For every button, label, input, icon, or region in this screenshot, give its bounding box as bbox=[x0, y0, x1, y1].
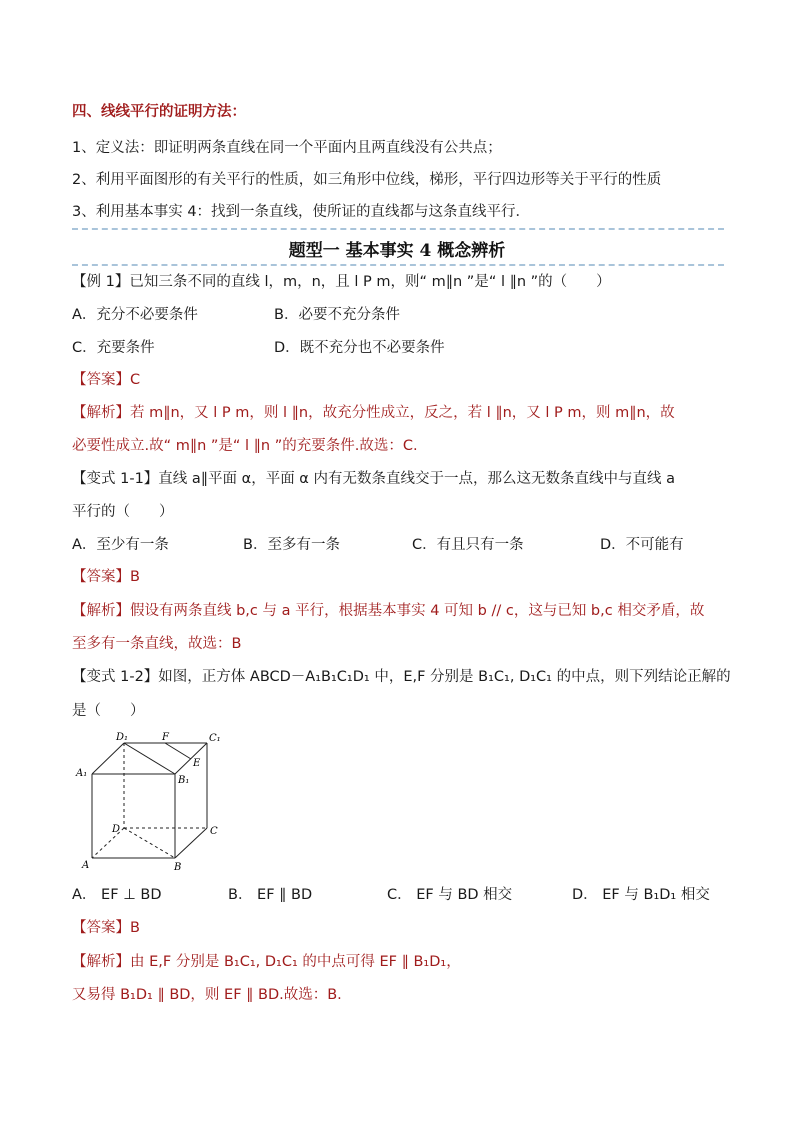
v12-analysis-line2: 又易得 B₁D₁ ∥ BD，则 EF ∥ BD.故选：B. bbox=[72, 987, 342, 1003]
v12-option-b: B． EF ∥ BD bbox=[228, 887, 313, 903]
v11-option-a: A．至少有一条 bbox=[72, 537, 169, 553]
v11-option-d: D．不可能有 bbox=[600, 537, 684, 553]
v12-option-c: C． EF 与 BD 相交 bbox=[387, 887, 513, 903]
label-a1: A₁ bbox=[76, 768, 88, 779]
ex1-option-b: B．必要不充分条件 bbox=[274, 307, 400, 323]
v11-question-line1: 【变式 1-1】直线 a∥平面 α，平面 α 内有无数条直线交于一点，那么这无数条直线中与直线 a bbox=[72, 471, 675, 487]
segment-d1b1 bbox=[124, 743, 175, 774]
ex1-question: 【例 1】已知三条不同的直线 l，m，n，且 l P m，则“ m∥n ”是“ l ∥n ”的（ ） bbox=[72, 274, 611, 290]
method-item-1: 1、定义法：即证明两条直线在同一个平面内且两直线没有公共点； bbox=[72, 140, 502, 156]
label-c: C bbox=[210, 826, 218, 837]
v11-option-c: C．有且只有一条 bbox=[412, 537, 524, 553]
label-b1: B₁ bbox=[178, 775, 190, 786]
ex1-answer: 【答案】C bbox=[72, 372, 141, 388]
v12-option-a: A． EF ⊥ BD bbox=[72, 887, 162, 903]
label-d1: D₁ bbox=[116, 732, 129, 743]
v11-option-b: B．至多有一条 bbox=[243, 537, 340, 553]
ex1-analysis-line2: 必要性成立.故“ m∥n ”是“ l ∥n ”的充要条件.故选：C. bbox=[72, 438, 418, 454]
ex1-option-d: D．既不充分也不必要条件 bbox=[274, 340, 445, 356]
edge-a1d1 bbox=[92, 743, 124, 774]
v12-answer: 【答案】B bbox=[72, 920, 140, 936]
topic-title: 题型一 基本事实 4 概念辨析 bbox=[288, 241, 506, 261]
ex1-analysis-line1: 【解析】若 m∥n，又 l P m，则 l ∥n，故充分性成立，反之，若 l ∥n，又 l P m，则 m∥n，故 bbox=[72, 405, 675, 421]
label-d: D bbox=[112, 824, 121, 835]
ex1-option-c: C．充要条件 bbox=[72, 340, 155, 356]
label-a: A bbox=[82, 860, 90, 871]
ex1-option-a: A．充分不必要条件 bbox=[72, 307, 198, 323]
label-c1: C₁ bbox=[209, 733, 221, 744]
v11-answer: 【答案】B bbox=[72, 569, 140, 585]
method-item-3: 3、利用基本事实 4：找到一条直线，使所证的直线都与这条直线平行． bbox=[72, 204, 531, 220]
label-f: F bbox=[162, 732, 169, 743]
label-b: B bbox=[174, 862, 182, 873]
v11-analysis-line1: 【解析】假设有两条直线 b,c 与 a 平行，根据基本事实 4 可知 b // c，这与已知 b,c 相交矛盾，故 bbox=[72, 603, 705, 619]
v12-question-line2: 是（ ） bbox=[72, 703, 145, 719]
v11-question-line2: 平行的（ ） bbox=[72, 504, 174, 520]
section-heading: 四、线线平行的证明方法： bbox=[72, 104, 246, 120]
divider-bottom bbox=[72, 264, 724, 266]
segment-bd-hidden bbox=[124, 828, 175, 858]
v11-analysis-line2: 至多有一条直线，故选：B bbox=[72, 636, 242, 652]
segment-ef bbox=[165, 743, 191, 759]
method-item-2: 2、利用平面图形的有关平行的性质，如三角形中位线，梯形，平行四边形等关于平行的性质 bbox=[72, 172, 662, 188]
cube-figure bbox=[72, 728, 232, 873]
v12-option-d: D． EF 与 B₁D₁ 相交 bbox=[572, 887, 710, 903]
edge-bc bbox=[175, 828, 207, 858]
v12-question-line1: 【变式 1-2】如图，正方体 ABCD－A₁B₁C₁D₁ 中，E,F 分别是 B₁C₁, D₁C₁ 的中点，则下列结论正解的 bbox=[72, 669, 731, 685]
v12-analysis-line1: 【解析】由 E,F 分别是 B₁C₁, D₁C₁ 的中点可得 EF ∥ B₁D₁， bbox=[72, 954, 461, 970]
label-e: E bbox=[193, 758, 201, 769]
divider-top bbox=[72, 228, 724, 230]
